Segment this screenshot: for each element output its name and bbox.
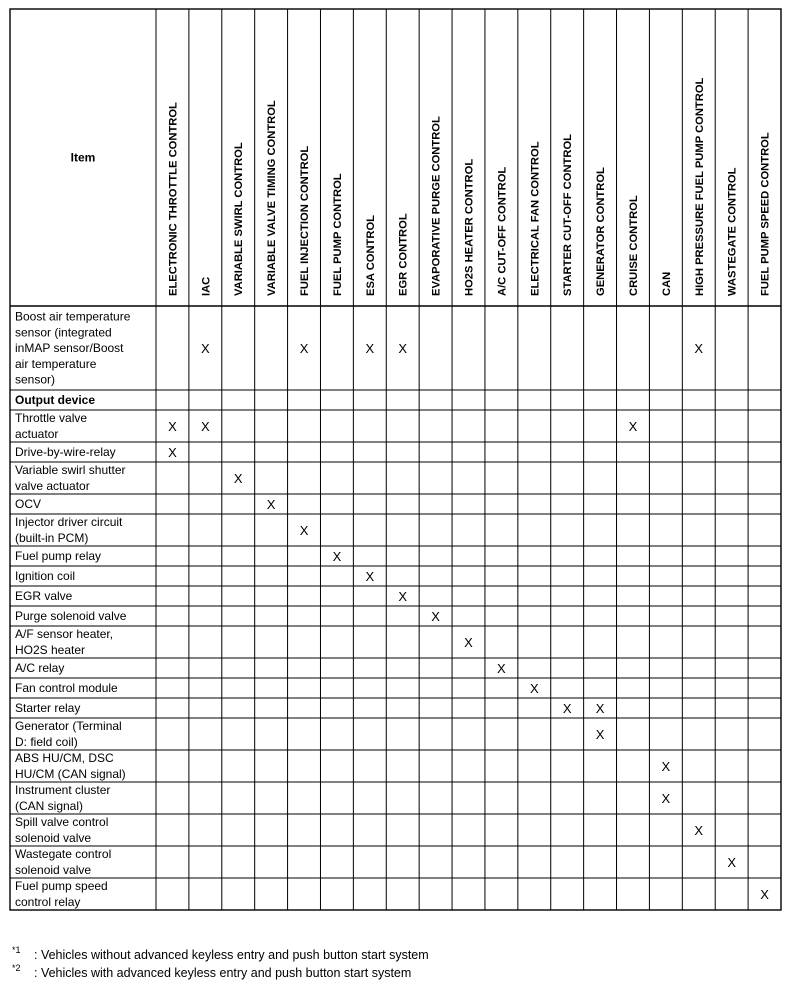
- row-label: Injector driver circuit: [15, 515, 123, 530]
- cell-mark: X: [464, 635, 473, 650]
- column-header: CAN: [660, 271, 673, 296]
- row-label: Boost air temperature: [15, 309, 131, 324]
- column-header: WASTEGATE CONTROL: [726, 167, 739, 296]
- footnote-1: [12, 946, 792, 964]
- cell-mark: X: [233, 471, 243, 486]
- column-header: HIGH PRESSURE FUEL PUMP CONTROL: [693, 77, 706, 296]
- cell-mark: X: [431, 609, 440, 624]
- cell-mark: X: [661, 791, 671, 806]
- row-label: A/F sensor heater,: [15, 627, 114, 642]
- column-header: CRUISE CONTROL: [627, 195, 640, 296]
- footnote-1-text: : Vehicles without advanced keyless entry and push button start system: [34, 948, 429, 962]
- row-label: Generator (Terminal: [15, 719, 122, 734]
- row-label: (built-in PCM): [15, 531, 89, 545]
- row-label: D: field coil): [15, 735, 78, 749]
- footnote-2-ref: *2: [12, 963, 21, 973]
- row-label: sensor): [15, 372, 56, 387]
- column-header: ELECTRONIC THROTTLE CONTROL: [167, 102, 180, 296]
- footnote-2-text: : Vehicles with advanced keyless entry and push button start system: [34, 966, 412, 980]
- row-label: solenoid valve: [15, 863, 92, 877]
- cell-mark: X: [661, 759, 671, 774]
- row-label: EGR valve: [15, 589, 73, 604]
- item-header: Item: [70, 150, 96, 165]
- column-header: ESA CONTROL: [364, 214, 377, 296]
- cell-mark: X: [266, 497, 276, 512]
- row-label: sensor (integrated: [15, 325, 112, 340]
- cell-mark: X: [727, 855, 736, 870]
- column-header: IAC: [200, 276, 213, 296]
- row-label: Wastegate control: [15, 847, 112, 862]
- row-label: control relay: [15, 895, 81, 909]
- cell-mark: X: [201, 419, 210, 434]
- row-label: Throttle valve: [15, 411, 88, 426]
- column-header: FUEL PUMP CONTROL: [331, 173, 344, 296]
- column-header: ELECTRICAL FAN CONTROL: [529, 141, 542, 296]
- row-label: actuator: [15, 427, 59, 441]
- row-label: Fuel pump relay: [15, 549, 102, 564]
- column-header: STARTER CUT-OFF CONTROL: [562, 134, 575, 296]
- cell-mark: X: [694, 341, 704, 356]
- cell-mark: X: [168, 419, 177, 434]
- cell-mark: X: [595, 727, 605, 742]
- cell-mark: X: [365, 341, 375, 356]
- cell-mark: X: [299, 523, 309, 538]
- cell-mark: X: [760, 887, 769, 902]
- cell-mark: X: [529, 681, 539, 696]
- row-label: inMAP sensor/Boost: [15, 341, 124, 356]
- cell-mark: X: [497, 661, 506, 676]
- column-header: A/C CUT-OFF CONTROL: [496, 166, 509, 296]
- row-label: HO2S heater: [15, 643, 86, 657]
- row-label: solenoid valve: [15, 831, 92, 845]
- column-header: HO2S HEATER CONTROL: [463, 158, 476, 296]
- cell-mark: X: [168, 445, 177, 460]
- cell-mark: X: [365, 569, 375, 584]
- column-header: EVAPORATIVE PURGE CONTROL: [430, 116, 443, 296]
- column-header: GENERATOR CONTROL: [595, 167, 608, 296]
- row-label: Variable swirl shutter: [15, 463, 126, 478]
- row-label: Starter relay: [15, 701, 81, 716]
- row-label: Drive-by-wire-relay: [15, 445, 116, 460]
- footnote-2: [12, 964, 792, 982]
- row-label: Spill valve control: [15, 815, 109, 830]
- column-header: FUEL INJECTION CONTROL: [299, 145, 312, 296]
- cell-mark: X: [562, 701, 572, 716]
- cell-mark: X: [299, 341, 309, 356]
- cell-mark: X: [332, 549, 342, 564]
- row-label: Output device: [15, 393, 96, 408]
- column-header: EGR CONTROL: [397, 213, 410, 296]
- row-label: valve actuator: [15, 479, 90, 493]
- row-label: ABS HU/CM, DSC: [15, 751, 114, 766]
- cell-mark: X: [398, 341, 408, 356]
- column-header: VARIABLE SWIRL CONTROL: [233, 142, 246, 296]
- footnote-1-ref: *1: [12, 945, 21, 955]
- cell-mark: X: [398, 589, 408, 604]
- row-label: HU/CM (CAN signal): [15, 767, 126, 781]
- footnotes: [12, 946, 792, 982]
- row-label: Instrument cluster: [15, 783, 111, 798]
- column-header: FUEL PUMP SPEED CONTROL: [759, 132, 772, 296]
- row-label: OCV: [15, 497, 42, 512]
- row-label: Purge solenoid valve: [15, 609, 127, 624]
- row-label: A/C relay: [15, 661, 65, 676]
- cell-mark: X: [694, 823, 704, 838]
- column-header: VARIABLE VALVE TIMING CONTROL: [266, 100, 279, 296]
- row-label: air temperature: [15, 356, 97, 371]
- row-label: (CAN signal): [15, 799, 84, 813]
- row-label: Fan control module: [15, 681, 118, 696]
- cell-mark: X: [628, 419, 638, 434]
- cell-mark: X: [595, 701, 605, 716]
- cell-mark: X: [201, 341, 210, 356]
- row-label: Ignition coil: [15, 569, 76, 584]
- row-label: Fuel pump speed: [15, 879, 108, 894]
